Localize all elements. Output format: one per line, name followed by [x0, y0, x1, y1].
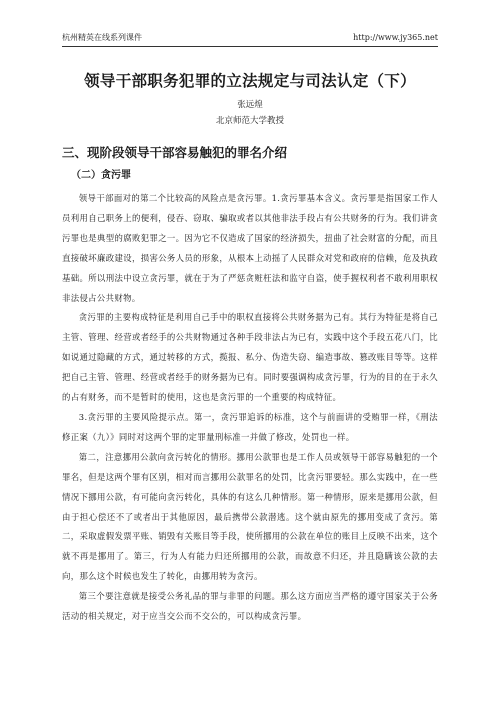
page-header [62, 33, 438, 47]
author-affiliation: 北京师范大学教授 [215, 116, 284, 126]
paragraph: 3.贪污罪的主要风险提示点。第一，贪污罪追诉的标准，这个与前面讲的受贿罪一样，《刑法修正案（九）》同时对这两个罪的定罪量刑标准一并做了修改，处罚也一样。 [62, 411, 438, 442]
subsection-heading: （二）贪污罪 [71, 170, 131, 181]
paragraph: 第三个要注意就是接受公务礼品的罪与非罪的问题。那么这方面应当严格的遵守国家关于公务活动的相关规定，对于应当交公而不交公的，可以构成贪污罪。 [62, 591, 438, 622]
header-url[interactable]: http://www.jy365.net [353, 33, 438, 42]
header-course-label: 杭州精英在线系列课件 [62, 33, 142, 42]
body-text [62, 189, 438, 627]
document-title: 领导干部职务犯罪的立法规定与司法认定（下） [84, 71, 416, 90]
section-heading: 三、现阶段领导干部容易触犯的罪名介绍 [62, 145, 288, 160]
paragraph: 领导干部面对的第二个比较高的风险点是贪污罪。1.贪污罪基本含义。贪污罪是指国家工作人员利用自己职务上的便利，侵吞、窃取、骗取或者以其他非法手段占有公共财务的行为。我们讲贪污罪也是典型的腐败犯罪之一。因为它不仅造成了国家的经济损失，扭曲了社会财富的分配，而且直接破坏廉政建设，损害公务人员的形象，从根本上动摇了人民群众对党和政府的信赖，危及执政基础。所以刑法中设立贪污罪，就在于为了严惩贪赃枉法和监守自盗，使手握权利者不敢利用职权非法侵占公共财物。 [62, 193, 438, 303]
paragraph: 贪污罪的主要构成特征是利用自己手中的职权直接将公共财务据为己有。其行为特征是将自己主管、管理、经营或者经手的公共财物通过各种手段非法占为已有，实践中这个手段五花八门，比如说通过隐藏的方式，通过转移的方式，揽报、私分、伪造失窃、编造事故、篡改账目等等。这样把自己主管、管理、经营或者经手的财务据为已有。同时要强调构成贪污罪，行为的目的在于永久的占有财务，而不是暂时的使用，这也是贪污罪的一个重要的构成特征。 [62, 312, 438, 403]
author-name: 张远煌 [237, 100, 263, 110]
paragraph: 第二，注意挪用公款向贪污转化的情形。挪用公款罪也是工作人员或领导干部容易触犯的一个罪名，但是这两个罪有区别，相对而言挪用公款罪名的处罚，比贪污罪要轻。那么实践中，在一些情况下挪用公款，有可能向贪污转化，具体的有这么几种情形。第一种情形，原来是挪用公款，但由于担心偿还不了或者出于其他原因，最后携带公款潜逃。这个就由原先的挪用变成了贪污。第二，采取虚假发票平账、销毁有关账目等手段，使所挪用的公款在单位的账目上反映不出来，这个就不再是挪用了。第三，行为人有能力归还所挪用的公款，而故意不归还，并且隐瞒该公款的去向，那么这个时候也发生了转化，由挪用转为贪污。 [62, 451, 438, 582]
